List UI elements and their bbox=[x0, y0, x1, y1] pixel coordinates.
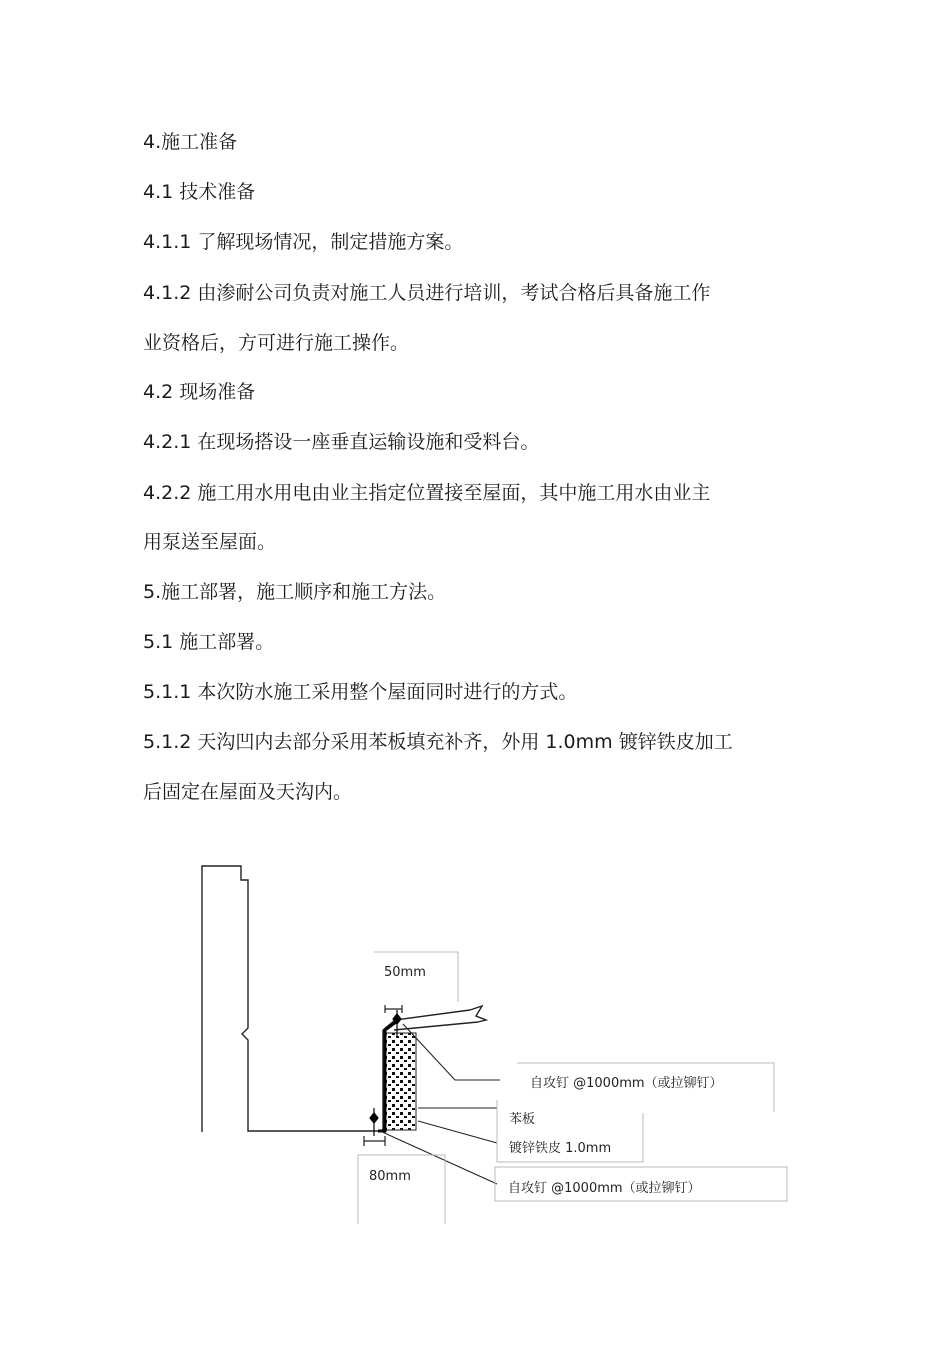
svg-text:镀锌铁皮 1.0mm: 镀锌铁皮 1.0mm bbox=[509, 1141, 612, 1156]
paragraph-5-1-2-line2: 后固定在屋面及天沟内。 bbox=[143, 781, 353, 803]
svg-text:自攻钉 @1000mm（或拉铆钉）: 自攻钉 @1000mm（或拉铆钉） bbox=[530, 1076, 723, 1091]
paragraph-4-2-2-line1: 4.2.2 施工用水用电由业主指定位置接至屋面，其中施工用水由业主 bbox=[143, 482, 711, 504]
svg-text:苯板: 苯板 bbox=[509, 1112, 536, 1127]
parapet-wall bbox=[202, 866, 382, 1132]
paragraph-5-1-1: 5.1.1 本次防水施工采用整个屋面同时进行的方式。 bbox=[143, 681, 578, 703]
svg-text:自攻钉 @1000mm（或拉铆钉）: 自攻钉 @1000mm（或拉铆钉） bbox=[508, 1181, 701, 1196]
paragraph-4-1-2-line1: 4.1.2 由渗耐公司负责对施工人员进行培训，考试合格后具备施工作 bbox=[143, 282, 711, 304]
paragraph-4-2-2-line2: 用泵送至屋面。 bbox=[143, 531, 277, 553]
paragraph-4-2-1: 4.2.1 在现场搭设一座垂直运输设施和受料台。 bbox=[143, 431, 540, 453]
heading-5-1: 5.1 施工部署。 bbox=[143, 631, 275, 653]
label-screw-bottom bbox=[495, 1167, 787, 1201]
paragraph-4-1-2-line2: 业资格后，方可进行施工操作。 bbox=[143, 332, 410, 354]
heading-deployment: 5.施工部署，施工顺序和施工方法。 bbox=[143, 581, 447, 603]
dimension-80mm-tick bbox=[364, 1136, 385, 1146]
fastener-marker-bottom bbox=[370, 1108, 378, 1136]
heading-construction-prep: 4.施工准备 bbox=[143, 131, 238, 153]
foam-board-fill bbox=[385, 1033, 416, 1130]
svg-text:80mm: 80mm bbox=[369, 1169, 411, 1184]
dimension-50mm-tick bbox=[385, 1005, 402, 1013]
heading-technical-prep: 4.1 技术准备 bbox=[143, 181, 256, 203]
paragraph-5-1-2-line1: 5.1.2 天沟凹内去部分采用苯板填充补齐，外用 1.0mm 镀锌铁皮加工 bbox=[143, 731, 733, 753]
label-80mm bbox=[358, 1155, 445, 1224]
svg-text:50mm: 50mm bbox=[384, 965, 426, 980]
heading-site-prep: 4.2 现场准备 bbox=[143, 381, 256, 403]
label-50mm bbox=[374, 952, 458, 1002]
label-screw-top bbox=[517, 1063, 774, 1112]
paragraph-4-1-1: 4.1.1 了解现场情况，制定措施方案。 bbox=[143, 231, 464, 253]
